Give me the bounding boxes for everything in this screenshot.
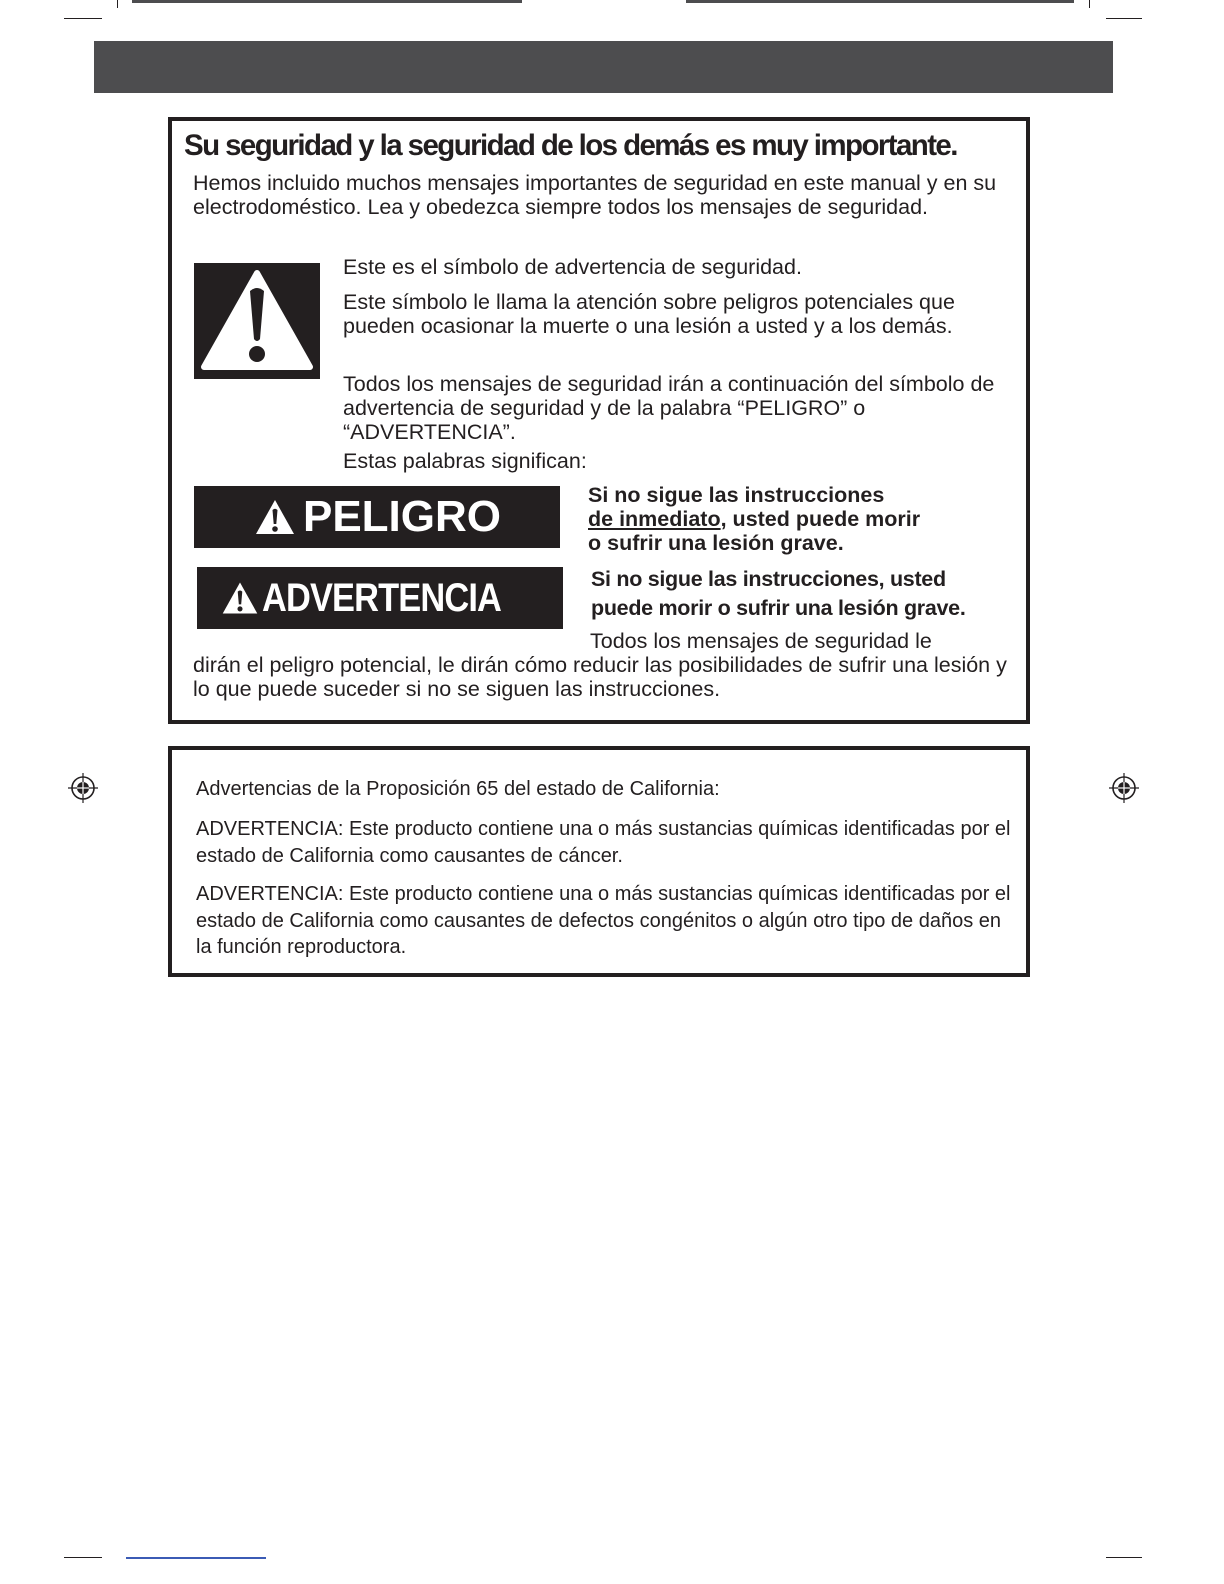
peligro-desc-line-2 bbox=[588, 507, 1008, 531]
safety-box bbox=[168, 117, 1030, 724]
header-band bbox=[94, 41, 1113, 93]
symbol-line-3: Todos los mensajes de seguridad irán a continuación del símbolo de advertencia de seguridad y de la palabra “PELIGRO” o “ADVERTENCIA”. bbox=[343, 372, 995, 444]
prop65-heading: Advertencias de la Proposición 65 del estado de California: bbox=[196, 778, 720, 800]
crop-mark-top-left bbox=[64, 18, 102, 19]
peligro-desc-line-1: Si no sigue las instrucciones bbox=[588, 483, 885, 507]
advertencia-description bbox=[591, 565, 1011, 623]
safety-alert-symbol-icon bbox=[194, 263, 320, 379]
peligro-label: PELIGRO bbox=[302, 492, 502, 541]
peligro-description bbox=[588, 483, 1008, 555]
closing-paragraph bbox=[193, 629, 1013, 701]
prop65-warning-1: ADVERTENCIA: Este producto contiene una o más sustancias químicas identificadas por el estado de California como causantes de cáncer. bbox=[196, 818, 1011, 867]
closing-line-2: dirán el peligro potencial, le dirán cómo reducir las posibilidades de sufrir una lesión y lo que puede suceder si no se siguen las instrucciones. bbox=[193, 653, 1007, 701]
closing-line-1: Todos los mensajes de seguridad le bbox=[590, 629, 932, 653]
bottom-rule bbox=[126, 1557, 266, 1559]
crop-mark-top-right-vertical bbox=[1089, 0, 1090, 8]
warning-triangle-icon bbox=[253, 497, 297, 537]
safety-intro: Hemos incluido muchos mensajes importantes de seguridad en este manual y en su electrodoméstico. Lea y obedezca siempre todos los mensajes de seguridad. bbox=[193, 171, 997, 219]
symbol-line-1: Este es el símbolo de advertencia de seguridad. bbox=[343, 255, 802, 279]
registration-mark-left-icon bbox=[68, 773, 98, 803]
advertencia-label: ADVERTENCIA bbox=[262, 575, 502, 620]
prop65-box bbox=[168, 746, 1030, 977]
registration-mark-right-icon bbox=[1109, 773, 1139, 803]
peligro-signal-word bbox=[194, 486, 560, 548]
crop-mark-bottom-right bbox=[1106, 1557, 1142, 1558]
crop-mark-top-left-vertical bbox=[117, 0, 118, 8]
advertencia-desc-line-1: Si no sigue las instrucciones, usted bbox=[591, 567, 946, 591]
advertencia-desc-line-2: puede morir o sufrir una lesión grave. bbox=[591, 596, 966, 620]
symbol-line-2: Este símbolo le llama la atención sobre peligros potenciales que pueden ocasionar la muerte o una lesión a usted y a los demás. bbox=[343, 290, 955, 338]
advertencia-signal-word bbox=[197, 567, 563, 629]
crop-mark-top-right bbox=[1106, 18, 1142, 19]
top-bar-left bbox=[132, 0, 522, 3]
peligro-desc-underlined: de inmediato bbox=[588, 507, 721, 531]
crop-mark-bottom-left bbox=[64, 1557, 102, 1558]
top-bar-right bbox=[686, 0, 1074, 3]
warning-triangle-icon bbox=[220, 579, 260, 617]
safety-title: Su seguridad y la seguridad de los demás es muy importante. bbox=[184, 129, 957, 162]
peligro-desc-line-3: o sufrir una lesión grave. bbox=[588, 531, 844, 555]
peligro-desc-rest: , usted puede morir bbox=[720, 507, 921, 531]
prop65-warning-2: ADVERTENCIA: Este producto contiene una o más sustancias químicas identificadas por el estado de California como causantes de defectos congénitos o algún otro tipo de daños en la función reproductora. bbox=[196, 883, 1011, 958]
symbol-line-4: Estas palabras significan: bbox=[343, 449, 587, 473]
